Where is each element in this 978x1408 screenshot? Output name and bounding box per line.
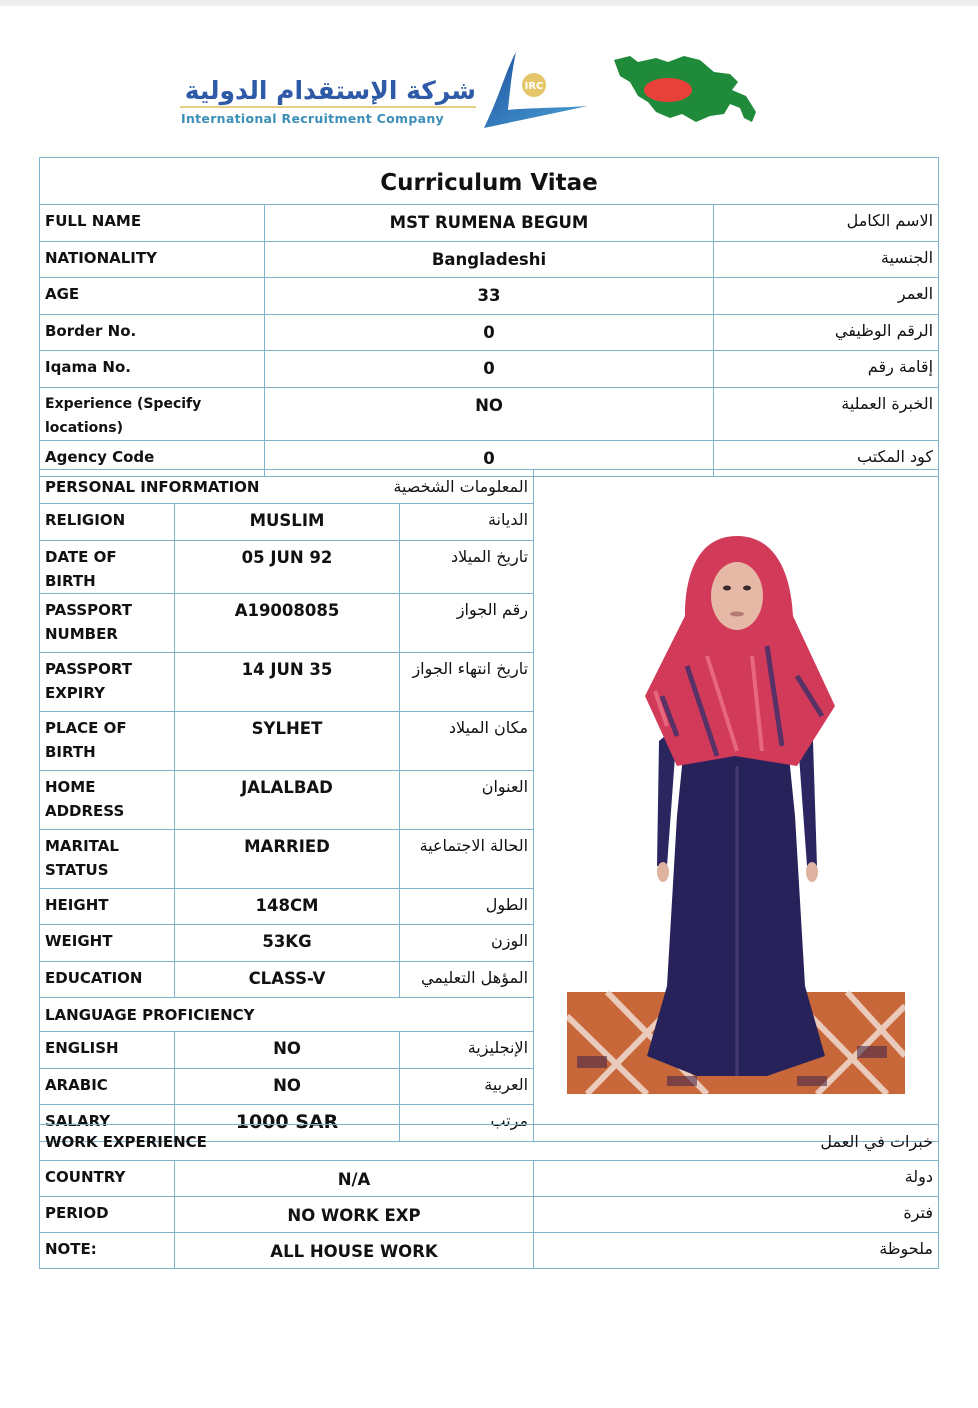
personal-label: RELIGION bbox=[40, 504, 175, 541]
work-experience-heading bbox=[40, 1125, 939, 1161]
cv-label: Border No. bbox=[40, 314, 265, 351]
language-value: NO bbox=[175, 1032, 400, 1069]
cv-label: Iqama No. bbox=[40, 351, 265, 388]
cv-row-full-name bbox=[40, 205, 939, 242]
work-label: COUNTRY bbox=[40, 1161, 175, 1197]
cv-value: Bangladeshi bbox=[265, 241, 714, 278]
salary-label: SALARY bbox=[40, 1105, 175, 1142]
personal-information-table bbox=[39, 469, 939, 1142]
company-name-english: International Recruitment Company bbox=[181, 111, 445, 126]
cv-label: Agency Code bbox=[40, 440, 265, 477]
work-experience-table bbox=[39, 1124, 939, 1269]
personal-label: PASSPORT NUMBER bbox=[40, 593, 175, 652]
cv-value: 0 bbox=[265, 314, 714, 351]
salary-value: 1000 SAR bbox=[175, 1105, 400, 1142]
irc-logo-mark-icon bbox=[478, 50, 588, 130]
work-experience-heading-ar: خبرات في العمل bbox=[820, 1132, 933, 1151]
work-label-arabic: فترة bbox=[534, 1197, 939, 1233]
work-label: NOTE: bbox=[40, 1233, 175, 1269]
cv-row-iqama-no bbox=[40, 351, 939, 388]
personal-label-arabic: الحالة الاجتماعية bbox=[400, 829, 534, 888]
personal-label: PASSPORT EXPIRY bbox=[40, 652, 175, 711]
work-label-arabic: ملحوظة bbox=[534, 1233, 939, 1269]
work-value: N/A bbox=[175, 1161, 534, 1197]
language-label-arabic: العربية bbox=[400, 1068, 534, 1105]
personal-label: HOME ADDRESS bbox=[40, 770, 175, 829]
cv-value: 33 bbox=[265, 278, 714, 315]
personal-label: HEIGHT bbox=[40, 888, 175, 925]
language-value: NO bbox=[175, 1068, 400, 1105]
cv-label: AGE bbox=[40, 278, 265, 315]
personal-info-heading bbox=[40, 470, 534, 504]
personal-info-heading-en: PERSONAL INFORMATION bbox=[45, 478, 260, 496]
salary-label-arabic: مرتب bbox=[400, 1105, 534, 1142]
language-proficiency-heading: LANGUAGE PROFICIENCY bbox=[40, 998, 534, 1032]
personal-value: CLASS-V bbox=[175, 961, 400, 998]
personal-value: MARRIED bbox=[175, 829, 400, 888]
personal-label-arabic: المؤهل التعليمي bbox=[400, 961, 534, 998]
cv-title: Curriculum Vitae bbox=[40, 158, 939, 205]
work-value: ALL HOUSE WORK bbox=[175, 1233, 534, 1269]
cv-label-arabic: إقامة رقم bbox=[714, 351, 939, 388]
cv-row-border-no bbox=[40, 314, 939, 351]
cv-label-arabic: الرقم الوظيفي bbox=[714, 314, 939, 351]
cv-label: Experience (Specify locations) bbox=[40, 387, 265, 440]
work-row-period bbox=[40, 1197, 939, 1233]
cv-label-arabic: الخبرة العملية bbox=[714, 387, 939, 440]
personal-label: MARITAL STATUS bbox=[40, 829, 175, 888]
work-label: PERIOD bbox=[40, 1197, 175, 1233]
personal-value: MUSLIM bbox=[175, 504, 400, 541]
work-value: NO WORK EXP bbox=[175, 1197, 534, 1233]
personal-value: A19008085 bbox=[175, 593, 400, 652]
cv-label: NATIONALITY bbox=[40, 241, 265, 278]
candidate-photo bbox=[567, 516, 905, 1094]
cv-value: 0 bbox=[265, 440, 714, 477]
personal-value: 53KG bbox=[175, 925, 400, 962]
logo-underline bbox=[180, 106, 476, 108]
personal-label: PLACE OF BIRTH bbox=[40, 711, 175, 770]
language-label-arabic: الإنجليزية bbox=[400, 1032, 534, 1069]
personal-label-arabic: الديانة bbox=[400, 504, 534, 541]
personal-value: 148CM bbox=[175, 888, 400, 925]
personal-label-arabic: رقم الجواز bbox=[400, 593, 534, 652]
personal-info-heading-ar: المعلومات الشخصية bbox=[393, 477, 529, 496]
company-name-arabic: شركة الإستقدام الدولية bbox=[184, 76, 476, 105]
personal-value: 14 JUN 35 bbox=[175, 652, 400, 711]
work-row-country bbox=[40, 1161, 939, 1197]
personal-label-arabic: مكان الميلاد bbox=[400, 711, 534, 770]
cv-value: NO bbox=[265, 387, 714, 440]
cv-summary-table bbox=[39, 157, 939, 477]
work-row-note bbox=[40, 1233, 939, 1269]
personal-label: DATE OF BIRTH bbox=[40, 540, 175, 593]
cv-row-experience bbox=[40, 387, 939, 440]
personal-value: SYLHET bbox=[175, 711, 400, 770]
candidate-photo-frame bbox=[534, 470, 939, 1142]
personal-label-arabic: الوزن bbox=[400, 925, 534, 962]
personal-label: EDUCATION bbox=[40, 961, 175, 998]
cv-label-arabic: العمر bbox=[714, 278, 939, 315]
cv-label-arabic: الجنسية bbox=[714, 241, 939, 278]
cv-row-age bbox=[40, 278, 939, 315]
cv-label-arabic: كود المكتب bbox=[714, 440, 939, 477]
language-label: ARABIC bbox=[40, 1068, 175, 1105]
cv-value: MST RUMENA BEGUM bbox=[265, 205, 714, 242]
top-band bbox=[0, 0, 978, 6]
personal-label: WEIGHT bbox=[40, 925, 175, 962]
personal-label-arabic: تاريخ الميلاد bbox=[400, 540, 534, 593]
personal-label-arabic: تاريخ انتهاء الجواز bbox=[400, 652, 534, 711]
company-logo bbox=[178, 50, 588, 132]
personal-label-arabic: العنوان bbox=[400, 770, 534, 829]
cv-row-nationality bbox=[40, 241, 939, 278]
cv-label-arabic: الاسم الكامل bbox=[714, 205, 939, 242]
work-label-arabic: دولة bbox=[534, 1161, 939, 1197]
logo-badge-text: IRC bbox=[524, 81, 544, 92]
cv-value: 0 bbox=[265, 351, 714, 388]
work-experience-heading-en: WORK EXPERIENCE bbox=[45, 1133, 207, 1151]
cv-label: FULL NAME bbox=[40, 205, 265, 242]
personal-label-arabic: الطول bbox=[400, 888, 534, 925]
personal-value: JALALBAD bbox=[175, 770, 400, 829]
language-label: ENGLISH bbox=[40, 1032, 175, 1069]
personal-value: 05 JUN 92 bbox=[175, 540, 400, 593]
bangladesh-map-flag-icon bbox=[612, 52, 758, 124]
